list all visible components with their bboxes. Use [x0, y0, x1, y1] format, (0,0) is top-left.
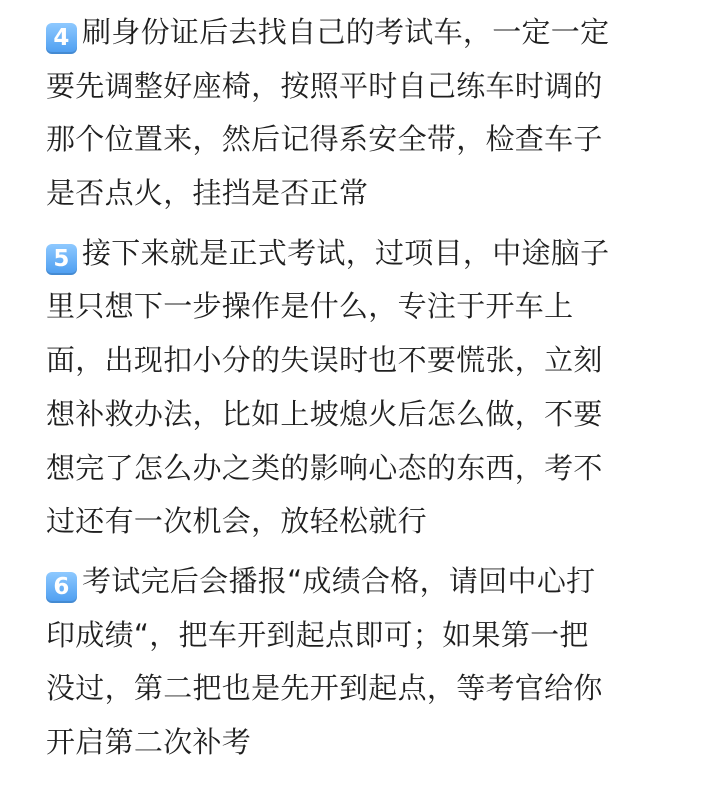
text-line: 是否点火，挂挡是否正常 — [46, 176, 369, 211]
text-line: 开启第二次补考 — [46, 724, 252, 759]
text-line — [46, 227, 666, 281]
text-line: 印成绩“，把车开到起点即可；如果第一把 — [46, 617, 589, 652]
line-text: 接下来就是正式考试，过项目，中途脑子 — [82, 235, 610, 270]
text-line: 要先调整好座椅，按照平时自己练车时调的 — [46, 68, 603, 103]
number-6-icon: 6 — [46, 572, 77, 603]
step-5-paragraph — [46, 227, 666, 549]
number-5-icon: 5 — [46, 244, 77, 275]
line-text: 考试完后会播报“成绩合格，请回中心打 — [82, 563, 596, 598]
text-line: 那个位置来，然后记得系安全带，检查车子 — [46, 122, 603, 157]
text-line: 想完了怎么办之类的影响心态的东西，考不 — [46, 450, 603, 485]
text-line: 面，出现扣小分的失误时也不要慌张，立刻 — [46, 343, 603, 378]
text-line — [46, 6, 666, 60]
text-line: 想补救办法，比如上坡熄火后怎么做，不要 — [46, 396, 603, 431]
text-line: 没过，第二把也是先开到起点，等考官给你 — [46, 671, 603, 706]
text-line: 里只想下一步操作是什么，专注于开车上 — [46, 289, 574, 324]
article-body — [46, 6, 666, 776]
number-4-icon: 4 — [46, 23, 77, 54]
step-4-paragraph — [46, 6, 666, 221]
line-text: 刷身份证后去找自己的考试车，一定一定 — [82, 15, 610, 49]
text-line: 过还有一次机会，放轻松就行 — [46, 504, 427, 539]
step-6-paragraph — [46, 555, 666, 770]
text-line — [46, 555, 666, 609]
